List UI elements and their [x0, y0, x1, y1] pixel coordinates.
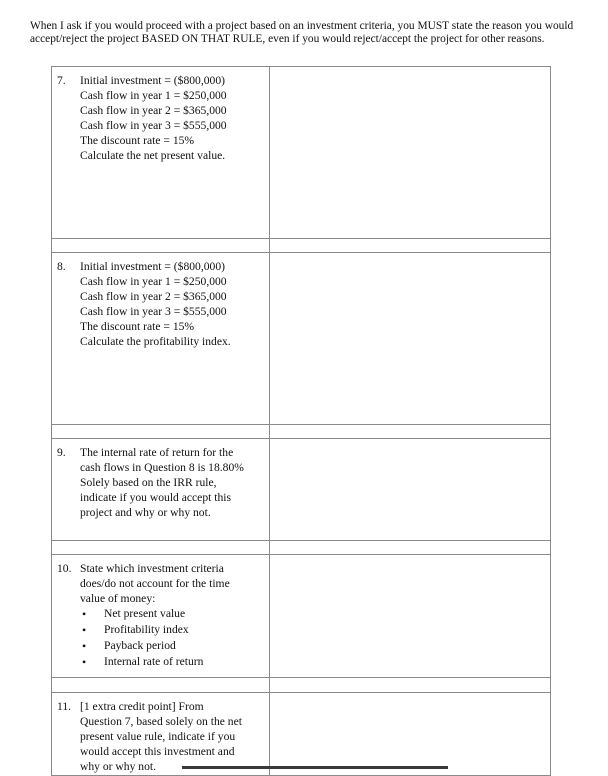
- spacer-cell: [52, 541, 270, 555]
- question-line: Calculate the net present value.: [80, 149, 226, 162]
- spacer-cell: [270, 541, 551, 555]
- question-line: Question 7, based solely on the net: [80, 715, 242, 728]
- spacer-cell: [270, 239, 551, 253]
- list-item: • Net present value: [104, 606, 265, 622]
- spacer-cell: [52, 678, 270, 693]
- question-line: cash flows in Question 8 is 18.80%: [80, 461, 244, 474]
- question-row-9: [52, 439, 551, 541]
- criteria-list: [80, 606, 265, 670]
- question-line: Cash flow in year 2 = $365,000: [80, 104, 227, 117]
- question-number: 8.: [57, 260, 66, 273]
- answer-cell-11[interactable]: [270, 693, 551, 776]
- spacer-cell: [52, 425, 270, 439]
- instructions-paragraph: When I ask if you would proceed with a project based on an investment criteria, you MUST state the reason you would accept/reject the project BASED ON THAT RULE, even if you would reject/accept the project for other reasons.: [30, 20, 574, 46]
- question-line: Solely based on the IRR rule,: [80, 476, 217, 489]
- question-line: Cash flow in year 3 = $555,000: [80, 305, 227, 318]
- answer-cell-7[interactable]: [270, 67, 551, 239]
- question-line: Cash flow in year 3 = $555,000: [80, 119, 227, 132]
- spacer-row: [52, 425, 551, 439]
- question-line: Calculate the profitability index.: [80, 335, 231, 348]
- question-line: Cash flow in year 1 = $250,000: [80, 275, 227, 288]
- question-line: State which investment criteria: [80, 562, 224, 575]
- question-line: The internal rate of return for the: [80, 446, 234, 459]
- question-number: 10.: [57, 562, 72, 575]
- spacer-cell: [270, 425, 551, 439]
- spacer-row: [52, 541, 551, 555]
- question-row-10: [52, 555, 551, 678]
- question-cell-11: [52, 693, 270, 776]
- question-cell-9: [52, 439, 270, 541]
- question-line: Cash flow in year 1 = $250,000: [80, 89, 227, 102]
- question-line: value of money:: [80, 592, 156, 605]
- question-line: indicate if you would accept this: [80, 491, 231, 504]
- question-line: [1 extra credit point] From: [80, 700, 204, 713]
- question-number: 9.: [57, 446, 66, 459]
- answer-cell-10[interactable]: [270, 555, 551, 678]
- question-cell-10: [52, 555, 270, 678]
- question-number: 11.: [57, 700, 72, 713]
- question-line: Initial investment = ($800,000): [80, 260, 225, 273]
- spacer-row: [52, 239, 551, 253]
- answer-cell-9[interactable]: [270, 439, 551, 541]
- question-line: would accept this investment and: [80, 745, 235, 758]
- list-item: • Payback period: [104, 638, 265, 654]
- question-line: project and why or why not.: [80, 506, 211, 519]
- answer-cell-8[interactable]: [270, 253, 551, 425]
- question-number: 7.: [57, 74, 66, 87]
- question-line: does/do not account for the time: [80, 577, 230, 590]
- question-line: present value rule, indicate if you: [80, 730, 236, 743]
- question-line: Initial investment = ($800,000): [80, 74, 225, 87]
- question-line: The discount rate = 15%: [80, 320, 195, 333]
- question-cell-8: [52, 253, 270, 425]
- question-line: The discount rate = 15%: [80, 134, 195, 147]
- question-row-8: [52, 253, 551, 425]
- questions-table: [51, 66, 551, 776]
- spacer-cell: [52, 239, 270, 253]
- question-line: why or why not.: [80, 760, 156, 773]
- question-row-11: [52, 693, 551, 776]
- spacer-row: [52, 678, 551, 693]
- list-item: • Profitability index: [104, 622, 265, 638]
- question-cell-7: [52, 67, 270, 239]
- question-line: Cash flow in year 2 = $365,000: [80, 290, 227, 303]
- list-item: • Internal rate of return: [104, 654, 265, 670]
- spacer-cell: [270, 678, 551, 693]
- question-row-7: [52, 67, 551, 239]
